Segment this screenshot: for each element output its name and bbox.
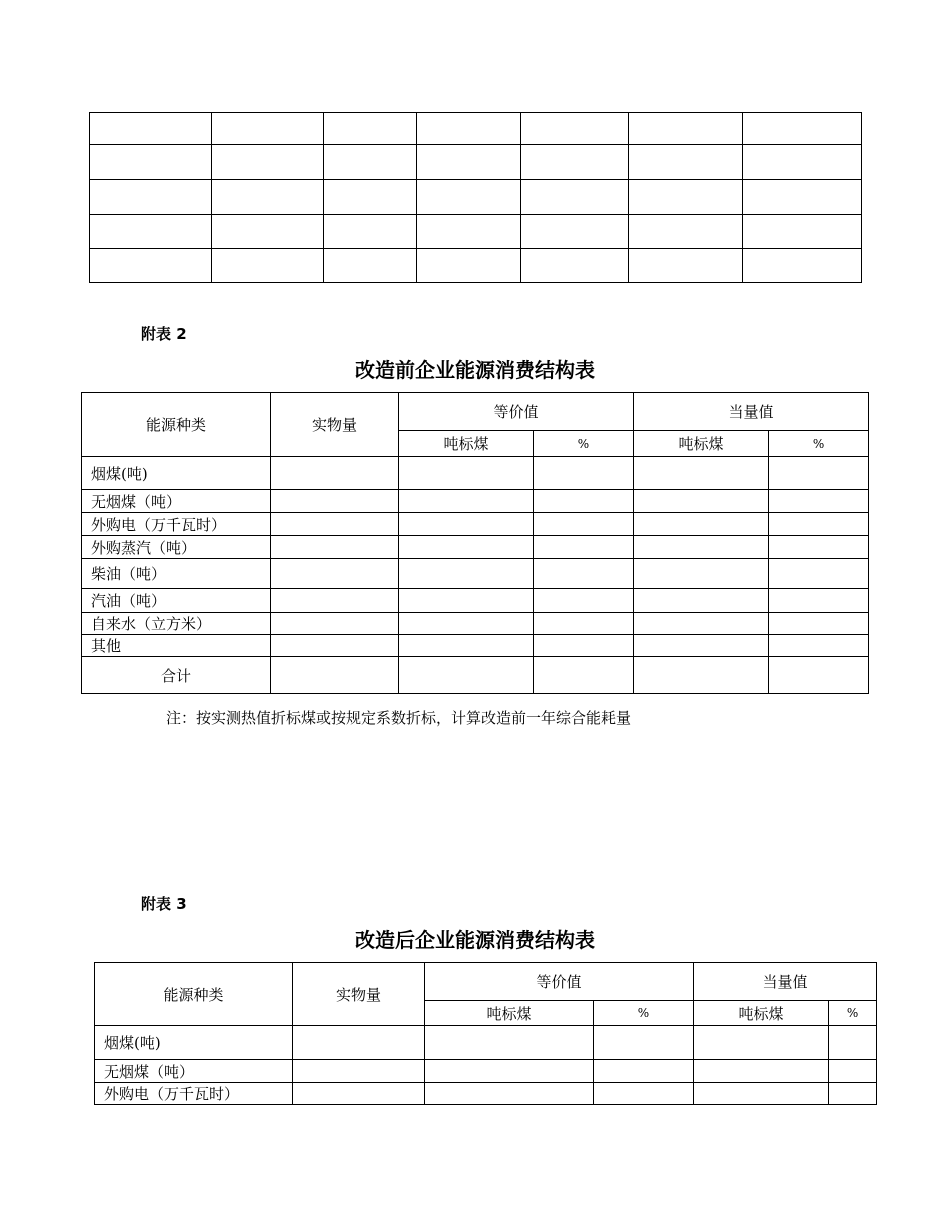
table-row — [82, 589, 869, 613]
table-row — [95, 1060, 877, 1083]
table-row — [82, 657, 869, 694]
header-energy-type: 能源种类 — [82, 393, 271, 457]
header-calorific-percent: % — [829, 1001, 877, 1026]
table-row — [82, 559, 869, 589]
appendix-2-note: 注：按实测热值折标煤或按规定系数折标，计算改造前一年综合能耗量 — [166, 709, 632, 727]
row-label: 柴油（吨） — [82, 559, 271, 589]
header-calorific-tce: 吨标煤 — [694, 1001, 829, 1026]
header-equivalent-percent: % — [534, 431, 634, 457]
header-energy-type: 能源种类 — [95, 963, 293, 1026]
row-label: 汽油（吨） — [82, 589, 271, 613]
header-equivalent-value: 等价值 — [399, 393, 634, 431]
table-row — [95, 1083, 877, 1105]
header-calorific-tce: 吨标煤 — [634, 431, 769, 457]
total-label: 合计 — [82, 657, 271, 694]
row-label: 无烟煤（吨） — [95, 1060, 293, 1083]
row-label: 无烟煤（吨） — [82, 490, 271, 513]
header-calorific-percent: % — [769, 431, 869, 457]
energy-table-before — [81, 392, 869, 694]
row-label: 外购电（万千瓦时） — [95, 1083, 293, 1105]
table-row — [82, 457, 869, 490]
row-label: 烟煤(吨) — [82, 457, 271, 490]
header-equivalent-tce: 吨标煤 — [399, 431, 534, 457]
table-row — [90, 145, 862, 180]
table-row — [82, 490, 869, 513]
table-row — [82, 635, 869, 657]
header-equivalent-value: 等价值 — [425, 963, 694, 1001]
appendix-2-title: 改造前企业能源消费结构表 — [355, 358, 595, 382]
table-row — [90, 113, 862, 145]
table-row — [90, 180, 862, 215]
row-label: 外购电（万千瓦时） — [82, 513, 271, 536]
header-calorific-value: 当量值 — [634, 393, 869, 431]
table-row — [82, 513, 869, 536]
header-physical-quantity: 实物量 — [271, 393, 399, 457]
table-row — [90, 215, 862, 249]
row-label: 烟煤(吨) — [95, 1026, 293, 1060]
row-label: 其他 — [82, 635, 271, 657]
row-label: 自来水（立方米） — [82, 613, 271, 635]
appendix-3-title: 改造后企业能源消费结构表 — [355, 928, 595, 952]
row-label: 外购蒸汽（吨） — [82, 536, 271, 559]
header-physical-quantity: 实物量 — [293, 963, 425, 1026]
header-calorific-value: 当量值 — [694, 963, 877, 1001]
table-row — [82, 613, 869, 635]
energy-table-after — [94, 962, 877, 1105]
table-row — [95, 1026, 877, 1060]
table-row — [90, 249, 862, 283]
blank-table — [89, 112, 862, 283]
appendix-2-label: 附表 2 — [141, 325, 187, 343]
table-row — [82, 536, 869, 559]
appendix-3-label: 附表 3 — [141, 895, 187, 913]
header-equivalent-tce: 吨标煤 — [425, 1001, 594, 1026]
header-equivalent-percent: % — [594, 1001, 694, 1026]
